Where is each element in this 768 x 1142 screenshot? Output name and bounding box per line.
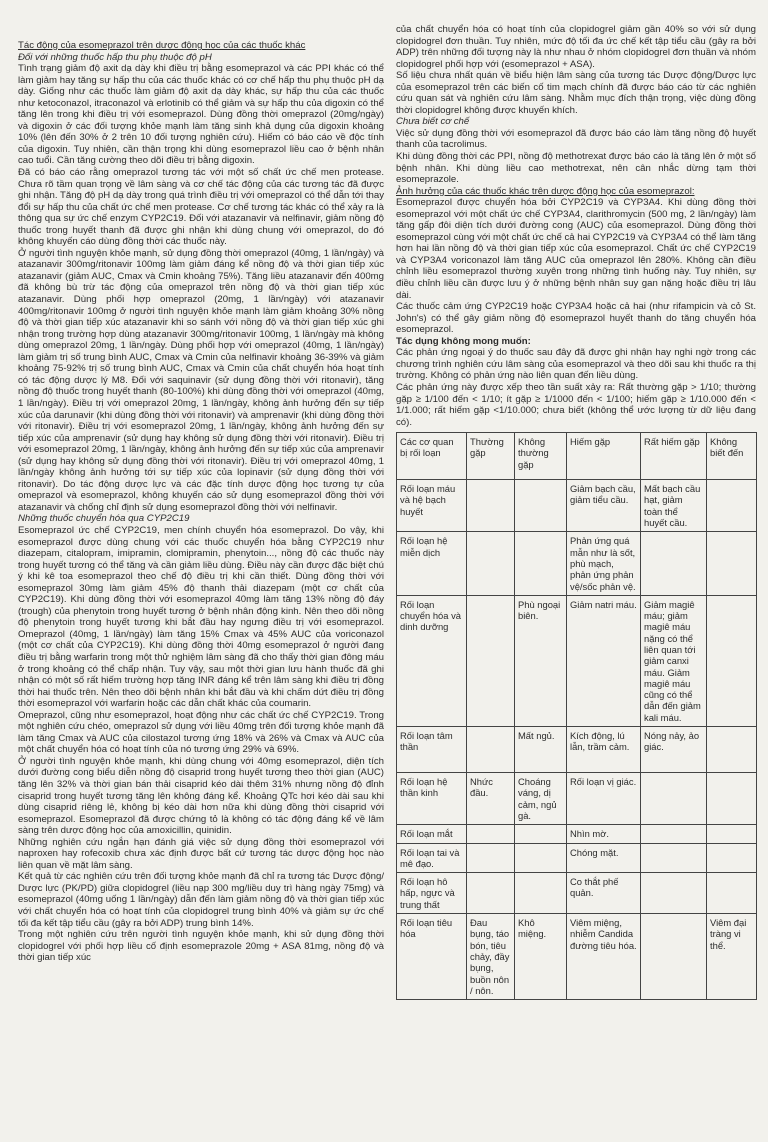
table-cell: [515, 873, 567, 914]
table-cell: Mất bạch cầu hạt, giảm toàn thể huyết cầu.: [641, 480, 707, 532]
table-cell: [707, 480, 757, 532]
right-column: [396, 24, 756, 1000]
table-cell: Giảm natri máu.: [567, 595, 641, 726]
table-cell: Rối loạn mắt: [397, 825, 467, 843]
table-row: [397, 843, 757, 873]
table-row: [397, 825, 757, 843]
table-row: [397, 873, 757, 914]
table-row: [397, 595, 757, 726]
table-cell: Phù ngoại biên.: [515, 595, 567, 726]
table-cell: [515, 532, 567, 595]
table-cell: Giảm bạch cầu, giảm tiểu cầu.: [567, 480, 641, 532]
table-cell: Kích động, lú lẫn, trầm cảm.: [567, 727, 641, 773]
table-cell: [641, 773, 707, 825]
table-cell: [467, 595, 515, 726]
column-header: Thường gặp: [467, 433, 515, 480]
paragraph: Các phản ứng ngoại ý do thuốc sau đây đã được ghi nhận hay nghi ngờ trong các chương trình nghiên cứu lâm sàng của esomeprazol và theo dõi sau khi thuốc ra thị trường. Không có phản ứng nào liên quan đến liều dùng.: [396, 347, 756, 382]
column-header: Các cơ quan bị rối loạn: [397, 433, 467, 480]
table-cell: [515, 843, 567, 873]
table-cell: Đau bụng, táo bón, tiêu chảy, đầy bụng, buồn nôn / nôn.: [467, 914, 515, 1000]
table-row: [397, 914, 757, 1000]
table-row: [397, 727, 757, 773]
table-cell: [707, 727, 757, 773]
table-cell: [707, 532, 757, 595]
table-cell: Choáng váng, dị cảm, ngủ gà.: [515, 773, 567, 825]
column-header: Hiếm gặp: [567, 433, 641, 480]
paragraph: Việc sử dụng đồng thời với esomeprazol đã được báo cáo làm tăng nồng độ huyết thanh của tacrolimus.: [396, 127, 756, 151]
paragraph: Số liệu chưa nhất quán về biểu hiện lâm sàng của tương tác Dược động/Dược lực của esomeprazol trên các biến cố tim mạch chính đã được báo cáo từ các nghiên cứu quan sát và nghiên cứu lâm sàng. Nhằm mục đích thận trọng, việc dùng đồng thời clopidogrel không được khuyến khích.: [396, 70, 756, 116]
table-cell: [641, 914, 707, 1000]
table-cell: [467, 727, 515, 773]
table-cell: Giảm magiê máu; giảm magiê máu nặng có thể liên quan tới giảm canxi máu. Giảm magiê máu cũng có thể dẫn đến giảm kali máu.: [641, 595, 707, 726]
table-cell: Viêm miệng, nhiễm Candida đường tiêu hóa.: [567, 914, 641, 1000]
table-cell: [467, 825, 515, 843]
table-cell: [641, 873, 707, 914]
table-cell: [641, 532, 707, 595]
table-cell: [515, 480, 567, 532]
column-header: Không thường gặp: [515, 433, 567, 480]
subheading-cyp2c19: Những thuốc chuyển hóa qua CYP2C19: [18, 513, 190, 525]
table-cell: Rối loạn hệ miễn dịch: [397, 532, 467, 595]
table-cell: Nhức đầu.: [467, 773, 515, 825]
table-row: [397, 480, 757, 532]
column-header: Không biết đến: [707, 433, 757, 480]
table-cell: [707, 825, 757, 843]
paragraph: Khi dùng đồng thời các PPI, nồng độ methotrexat được báo cáo là tăng lên ở một số bệnh nhân. Khi dùng liều cao methotrexat, nên cân nhắc dừng tạm thời esomeprazole.: [396, 151, 756, 186]
paragraph: Những nghiên cứu ngắn hạn đánh giá việc sử dụng đồng thời esomeprazol với naproxen hay rofecoxib chưa xác định được bất cứ tương tác dược động học nào liên quan về mặt lâm sàng.: [18, 836, 384, 871]
paragraph: của chất chuyển hóa có hoạt tính của clopidogrel giảm gần 40% so với sử dụng clopidogrel đơn thuần. Tuy nhiên, mức độ tối đa ức chế kết tập tiểu cầu (gây ra bởi ADP) trên những đối tượng này là như nhau ở nhóm clopidogrel đơn thuần và nhóm clopidogrel phối hợp với (esomeprazol + ASA).: [396, 24, 756, 70]
table-cell: [641, 825, 707, 843]
table-cell: Rối loạn tâm thần: [397, 727, 467, 773]
table-cell: Mất ngủ.: [515, 727, 567, 773]
table-cell: Rối loạn hệ thần kinh: [397, 773, 467, 825]
left-column: [18, 40, 384, 964]
table-cell: [707, 873, 757, 914]
table-row: [397, 532, 757, 595]
paragraph: Đã có báo cáo rằng omeprazol tương tác với một số chất ức chế men protease. Chưa rõ tầm quan trọng về lâm sàng và cơ chế tác động của các tương tác đã được ghi nhận. Tăng độ pH dạ dày trong quá trình điều trị với omeprazol có thể dẫn tới thay đổi sự hấp thu của chất ức chế men protease. Cơ chế tương tác khác có thể xảy ra là thông qua sự ức chế enzym CYP2C19. Đối với atazanavir và nelfinavir, giảm nồng độ thuốc trong huyết thanh đã được ghi nhận khi dùng chung với omeprazol, do đó không khuyến cáo dùng đồng thời các thuốc này.: [18, 167, 384, 248]
table-cell: [515, 825, 567, 843]
table-cell: Nhìn mờ.: [567, 825, 641, 843]
table-header-row: [397, 433, 757, 480]
subheading-other-drugs-effect: Ảnh hưởng của các thuốc khác trên dược động học của esomeprazol:: [396, 185, 695, 197]
paragraph: Các phản ứng này được xếp theo tần suất xảy ra: Rất thường gặp > 1/10; thường gặp ≥ 1/100 đến < 1/10; ít gặp ≥ 1/1000 đến < 1/100; hiếm gặp ≥ 1/10.000 đến < 1/1.000; rất hiếm gặp <1/10.000; chưa biết (không thể ước lượng từ dữ liệu đang có).: [396, 381, 756, 428]
section-heading-interactions: Tác động của esomeprazol trên dược động học của các thuốc khác: [18, 40, 306, 51]
paragraph: Kết quả từ các nghiên cứu trên đối tượng khỏe mạnh đã chỉ ra tương tác Dược động/ Dược lực (PK/PD) giữa clopidogrel (liều nạp 300 mg/liều duy trì hàng ngày 75mg) và esomeprazol (40mg uống 1 lần/ngày) dẫn đến làm giảm nồng độ và thời gian tiếp xúc với chất chuyển hóa có hoạt tính của clopidogrel trung bình 40% và giảm sự ức chế tối đa kết tập tiểu cầu (gây ra bởi ADP) trung bình 14%.: [18, 871, 384, 929]
table-cell: Rối loạn máu và hệ bạch huyết: [397, 480, 467, 532]
table-cell: [707, 773, 757, 825]
table-cell: [707, 843, 757, 873]
table-cell: [707, 595, 757, 726]
table-cell: Co thắt phế quản.: [567, 873, 641, 914]
table-cell: Rối loạn chuyển hóa và dinh dưỡng: [397, 595, 467, 726]
paragraph: Ở người tình nguyện khỏe mạnh, khi dùng chung với 40mg esomeprazol, diện tích dưới đường cong biểu diễn nồng độ cisaprid trong huyết tương theo thời gian (AUC) tăng lên 32% và thời gian bán thải cisaprid kéo dài thêm 31% nhưng nồng độ đỉnh cisaprid trong huyết tương tăng lên không đáng kể. Khoảng QTc hơi kéo dài sau khi dùng cisaprid riêng lẻ, không bị kéo dài hơn nữa khi dùng đồng thời cisaprid với esomeprazol. Esomeprazol đã được chứng tỏ là không có tác động đáng kể về lâm sàng trên dược động học của amoxicillin, quinidin.: [18, 755, 384, 837]
paragraph: Omeprazol, cũng như esomeprazol, hoạt động như các chất ức chế CYP2C19. Trong một nghiên cứu chéo, omeprazol sử dụng với liều 40mg trên đối tượng khỏe mạnh đã làm tăng Cmax và AUC của cilostazol tương ứng 18% và 26% và Cmax và AUC của một chất chuyển hóa có hoạt tính của nó tương ứng 29% và 69%.: [18, 709, 384, 756]
subheading-unknown-mechanism: Chưa biết cơ chế: [396, 116, 470, 128]
paragraph: Esomeprazol ức chế CYP2C19, men chính chuyển hóa esomeprazol. Do vậy, khi esomeprazol được dùng chung với các thuốc chuyển hóa bằng CYP2C19 như diazepam, citalopram, imipramin, clomipramin, phenytoin..., nồng độ các thuốc này trong huyết tương có thể tăng và cần giảm liều dùng. Điều này cần được đặc biệt chú ý khi kê toa esomeprazol theo chế độ điều trị khi cần thiết. Dùng đồng thời với esomeprazol 30mg làm giảm 45% độ thanh thải diazepam (một cơ chất của CYP2C19). Khi dùng đồng thời với esomeprazol 40mg làm tăng 13% nồng độ đáy (trough) của phenytoin trong huyết tương ở bệnh nhân động kinh. Nên theo dõi nồng độ phenytoin trong huyết tương khi bắt đầu hay ngưng điều trị với esomeprazol. Omeprazol (40mg, 1 lần/ngày) làm tăng 15% Cmax và 45% AUC của voriconazol (một cơ chất của CYP2C19). Khi dùng đồng thời 40mg esomeprazol ở người đang điều trị bằng warfarin trong một thử nghiệm lâm sàng đã cho thấy thời gian đông máu ở trong khoảng có thể chấp nhận. Tuy vậy, sau một thời gian lưu hành thuốc đã ghi nhận có một số rất hiếm trường hợp tăng INR đáng kể trên lâm sàng khi điều trị đồng thời hai thuốc trên. Nên theo dõi bệnh nhân khi bắt đầu và khi chấm dứt điều trị đồng thời esomeprazol với warfarin hoặc các dẫn chất khác của coumarin.: [18, 524, 384, 710]
subheading-ph-dependent: Đối với những thuốc hấp thu phụ thuộc độ pH: [18, 51, 212, 63]
column-header: Rất hiếm gặp: [641, 433, 707, 480]
table-cell: [467, 480, 515, 532]
section-heading-adverse-effects: Tác dụng không mong muốn:: [396, 335, 531, 347]
table-cell: [467, 532, 515, 595]
table-cell: [467, 843, 515, 873]
table-cell: Khô miệng.: [515, 914, 567, 1000]
table-cell: [467, 873, 515, 914]
paragraph: Tình trạng giảm độ axit dạ dày khi điều trị bằng esomeprazol và các PPI khác có thể làm giảm hay tăng sự hấp thu của các thuốc khác có cơ chế hấp thu phụ thuộc pH dạ dày. Giống như các thuốc làm giảm độ axit dạ dày khác, sự hấp thu của các thuốc như ketoconazol, itraconazol và erlotinib có thể giảm và sự hấp thu của digoxin có thể tăng lên trong khi điều trị với esomeprazol. Dùng đồng thời omeprazol (20mg/ngày) và digoxin ở các đối tượng khỏe mạnh làm tăng sinh khả dụng của digoxin khoảng 10% (lên đến 30% ở 2 trên 10 đối tượng nghiên cứu). Hiếm có báo cáo về độc tính của digoxin. Tuy nhiên, cần thận trọng khi dùng esomeprazol liều cao ở bệnh nhân cao tuổi. Cần tăng cường theo dõi điều trị bằng digoxin.: [18, 63, 384, 167]
paragraph: Trong một nghiên cứu trên người tình nguyện khỏe mạnh, khi sử dụng đồng thời clopidogrel với phối hợp liều cố định esomeprazole 20mg + ASA 81mg, nồng độ và thời gian tiếp xúc: [18, 929, 384, 964]
table-cell: Viêm đại tràng vi thể.: [707, 914, 757, 1000]
paragraph: Các thuốc cảm ứng CYP2C19 hoặc CYP3A4 hoặc cả hai (như rifampicin và cỏ St. John's) có thể gây giảm nồng độ esomeprazol huyết thanh do tăng chuyển hóa esomeprazol.: [396, 301, 756, 336]
table-cell: Rối loạn tai và mê đạo.: [397, 843, 467, 873]
paragraph: Esomeprazol được chuyển hóa bởi CYP2C19 và CYP3A4. Khi dùng đồng thời esomeprazol với một chất ức chế CYP3A4, clarithromycin (500 mg, 2 lần/ngày) làm tăng gấp đôi diện tích dưới đường cong (AUC) của esomeprazol. Dùng đồng thời esomeprazol cùng với một chất ức chế cả hai CYP2C19 và CYP3A4 có thể làm tăng hơn hai lần nồng độ và thời gian tiếp xúc của esomeprazol. Chất ức chế CYP2C19 và CYP3A4 voriconazol làm tăng AUC của omeprazol lên 280%. Không cần điều chỉnh liều esomeprazol thường xuyên trong những tình huống này. Tuy nhiên, sự điều chỉnh liều cần được lưu ý ở những bệnh nhân suy gan nặng hoặc điều trị lâu dài.: [396, 197, 756, 301]
table-cell: [641, 843, 707, 873]
table-cell: Rối loạn vị giác.: [567, 773, 641, 825]
table-cell: Rối loạn hô hấp, ngực và trung thất: [397, 873, 467, 914]
table-cell: Nóng nảy, ảo giác.: [641, 727, 707, 773]
adverse-effects-table: [396, 432, 757, 1000]
table-cell: Phản ứng quá mẫn như là sốt, phù mạch, phản ứng phản vệ/sốc phản vệ.: [567, 532, 641, 595]
paragraph: Ở người tình nguyện khỏe mạnh, sử dụng đồng thời omeprazol (40mg, 1 lần/ngày) và atazanavir 300mg/ritonavir 100mg làm giảm đáng kể nồng độ và thời gian tiếp xúc atazanavir (giảm AUC, Cmax và Cmin khoảng 75%). Tăng liều atazanavir đến 400mg đã không bù trừ tác động của omeprazol trên nồng độ và thời gian tiếp xúc atazanavir. Dùng phối hợp omeprazol (20mg, 1 lần/ngày) với atazanavir 400mg/ritonavir 100mg ở người tình nguyện khỏe mạnh làm giảm khoảng 30% nồng độ và thời gian tiếp xúc atazanavir khi so sánh với nồng độ và thời gian tiếp xúc ghi nhận trong trường hợp dùng atazanavir 300mg/ritonavir 100mg, 1 lần/ngày mà không dùng omeprazol 20mg, 1 lần/ngày. Dùng phối hợp với omeprazol (40mg, 1 lần/ngày) làm giảm trị số trung bình AUC, Cmax và Cmin của nelfinavir khoảng 36-39% và giảm khoảng 75-92% trị số trung bình AUC, Cmax và Cmin của chất chuyển hóa hoạt tính có tác động dược lý M8. Đối với saquinavir (sử dụng đồng thời với ritonavir), tăng nồng độ thuốc trong huyết thanh (80-100%) khi dùng đồng thời với omeprazol (40mg, 1 lần/ngày). Điều trị với omeprazol 20mg, 1 lần/ngày, không ảnh hưởng đến sự tiếp xúc của darunavir (khi dùng đồng thời với ritonavir) và amprenavir (khi dùng đồng thời với ritonavir). Điều trị với esomeprazol 20mg, 1 lần/ngày, không ảnh hưởng đến sự tiếp xúc của amprenavir (sử dụng hay không sử dụng đồng thời với ritonavir). Điều trị với esomeprazol 20mg, 1 lần/ngày, không ảnh hưởng đến sự tiếp xúc của amprenavir (sử dụng hay không sử dụng đồng thời với ritonavir). Điều trị với omeprazol 40mg, 1 lần/ngày không ảnh hưởng tới sự tiếp xúc của lopinavir (sử dụng đồng thời với ritonavir). Do tác động dược lực và các đặc tính dược động học tương tự của omeprazol và esomeprazol, không khuyến cáo sử dụng esomeprazol đồng thời với atazanavir và chống chỉ định sử dụng esomeprazol đồng thời với nelfinavir.: [18, 247, 384, 513]
table-cell: Rối loạn tiêu hóa: [397, 914, 467, 1000]
table-row: [397, 773, 757, 825]
table-cell: Chóng mặt.: [567, 843, 641, 873]
